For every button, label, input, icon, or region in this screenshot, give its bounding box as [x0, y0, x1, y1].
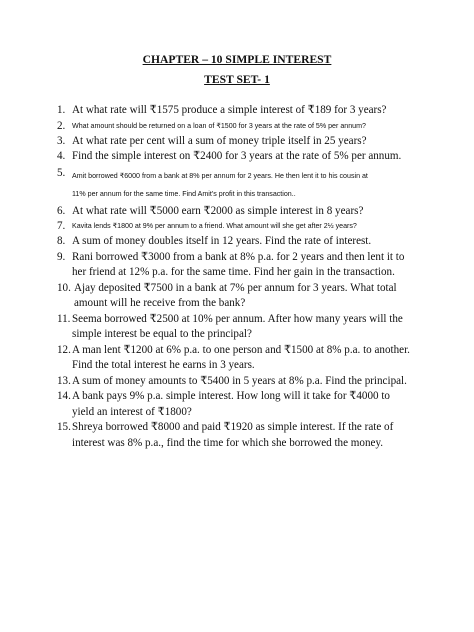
question-number: 14.: [57, 390, 71, 402]
question-number: 10.: [57, 281, 71, 294]
question-number: 12.: [57, 343, 71, 356]
question-text: Amit borrowed ₹6000 from a bank at 8% per annum for 2 years. He then lent it to his cousin at: [72, 171, 368, 180]
question-13: [57, 374, 419, 390]
question-text: At what rate will ₹5000 earn ₹2000 as simple interest in 8 years?: [72, 204, 364, 217]
test-set-title: TEST SET- 1: [204, 73, 270, 86]
question-1: [57, 103, 419, 119]
question-number: 8.: [57, 235, 66, 247]
question-text: What amount should be returned on a loan of ₹1500 for 3 years at the rate of 5% per annum?: [72, 121, 366, 130]
question-number: 3.: [57, 134, 66, 147]
question-text: simple interest be equal to the principal?: [72, 328, 252, 340]
question-7: [57, 220, 419, 233]
question-2: [57, 120, 419, 133]
question-text: A sum of money doubles itself in 12 years. Find the rate of interest.: [72, 235, 372, 247]
question-12: [57, 343, 419, 374]
question-text: Find the simple interest on ₹2400 for 3 years at the rate of 5% per annum.: [72, 150, 402, 162]
question-11: [57, 312, 419, 343]
question-text: amount will he receive from the bank?: [74, 297, 246, 309]
question-text: A man lent ₹1200 at 6% p.a. to one person and ₹1500 at 8% p.a. to another.: [72, 343, 410, 356]
question-4: [57, 149, 419, 165]
question-text: interest was 8% p.a., find the time for which she borrowed the money.: [72, 436, 384, 449]
question-3: [57, 134, 419, 150]
question-text: yield an interest of ₹1800?: [72, 405, 192, 418]
question-number: 9.: [57, 250, 66, 263]
question-10: [57, 281, 419, 312]
question-text: 11% per annum for the same time. Find Amit’s profit in this transaction..: [72, 189, 296, 198]
chapter-title: CHAPTER – 10 SIMPLE INTEREST: [142, 53, 332, 66]
question-text: Find the total interest he earns in 3 years.: [72, 359, 255, 371]
question-text: her friend at 12% p.a. for the same time. Find her gain in the transaction.: [72, 266, 395, 278]
question-text: A bank pays 9% p.a. simple interest. How long will it take for ₹4000 to: [72, 390, 390, 402]
question-8: [57, 234, 419, 250]
question-6: [57, 204, 419, 220]
question-list: [57, 103, 419, 451]
question-text: Kavita lends ₹1800 at 9% per annum to a friend. What amount will she get after 2½ years?: [72, 222, 357, 230]
question-text: Shreya borrowed ₹8000 and paid ₹1920 as simple interest. If the rate of: [72, 421, 394, 433]
question-15: [57, 420, 419, 451]
question-number: 5.: [57, 166, 66, 179]
question-number: 6.: [57, 204, 66, 217]
question-9: [57, 250, 419, 281]
question-number: 4.: [57, 150, 66, 162]
question-number: 15.: [57, 421, 71, 433]
question-14: [57, 389, 419, 420]
question-number: 13.: [57, 374, 71, 387]
question-text: A sum of money amounts to ₹5400 in 5 years at 8% p.a. Find the principal.: [72, 374, 407, 387]
question-5: [57, 167, 419, 203]
question-text: Rani borrowed ₹3000 from a bank at 8% p.a. for 2 years and then lent it to: [72, 250, 405, 263]
question-number: 7.: [57, 220, 66, 232]
question-text: At what rate per cent will a sum of money triple itself in 25 years?: [72, 134, 367, 147]
question-number: 2.: [57, 119, 66, 132]
question-text: Seema borrowed ₹2500 at 10% per annum. After how many years will the: [72, 312, 403, 325]
question-text: Ajay deposited ₹7500 in a bank at 7% per annum for 3 years. What total: [74, 281, 397, 294]
question-text: At what rate will ₹1575 produce a simple interest of ₹189 for 3 years?: [72, 104, 387, 116]
question-number: 1.: [57, 104, 66, 116]
question-number: 11.: [57, 312, 71, 325]
